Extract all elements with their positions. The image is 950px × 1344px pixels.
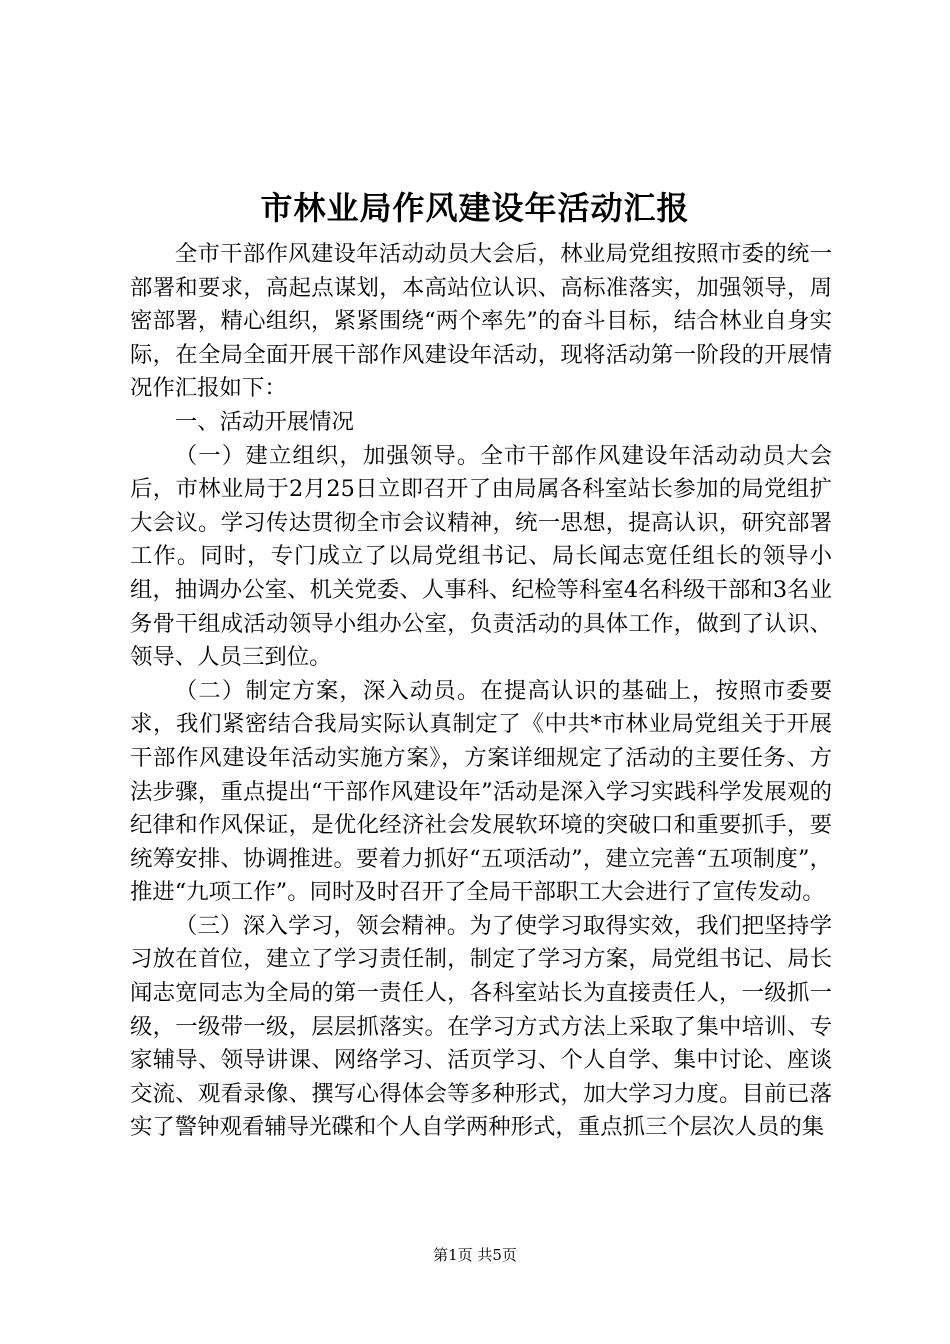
body-paragraph: （三）深入学习，领会精神。为了使学习取得实效，我们把坚持学习放在首位，建立了学习责任制，制定了学习方案，局党组书记、局长闻志宽同志为全局的第一责任人，各科室站长为直接责任人，一级抓一级，一级带一级，层层抓落实。在学习方式方法上采取了集中培训、专家辅导、领导讲课、网络学习、活页学习、个人自学、集中讨论、座谈交流、观看录像、撰写心得体会等多种形式，加大学习力度。目前已落实了警钟观看辅导光碟和个人自学两种形式，重点抓三个层次人员的集 — [130, 912, 832, 1141]
body-paragraph: （二）制定方案，深入动员。在提高认识的基础上，按照市委要求，我们紧密结合我局实际认真制定了《中共*市林业局党组关于开展干部作风建设年活动实施方案》，方案详细规定了活动的主要任务、方法步骤，重点提出“干部作风建设年”活动是深入学习实践科学发展观的纪律和作风保证，是优化经济社会发展软环境的突破口和重要抓手，要统筹安排、协调推进。要着力抓好“五项活动”，建立完善“五项制度”，推进“九项工作”。同时及时召开了全局干部职工大会进行了宣传发动。 — [130, 677, 832, 906]
document-title: 市林业局作风建设年活动汇报 — [260, 189, 690, 227]
body-paragraph: （一）建立组织，加强领导。全市干部作风建设年活动动员大会后，市林业局于2月25日立即召开了由局属各科室站长参加的局党组扩大会议。学习传达贯彻全市会议精神，统一思想，提高认识，研究部署工作。同时，专门成立了以局党组书记、局长闻志宽任组长的领导小组，抽调办公室、机关党委、人事科、纪检等科室4名科级干部和3名业务骨干组成活动领导小组办公室，负责活动的具体工作，做到了认识、领导、人员三到位。 — [130, 442, 832, 671]
intro-paragraph: 全市干部作风建设年活动动员大会后，林业局党组按照市委的统一部署和要求，高起点谋划，本高站位认识、高标准落实，加强领导，周密部署，精心组织，紧紧围绕“两个率先”的奋斗目标，结合林业自身实际，在全局全面开展干部作风建设年活动，现将活动第一阶段的开展情况作汇报如下： — [130, 241, 832, 402]
page-number-footer: 第1页 共5页 — [433, 1246, 517, 1264]
document-body — [130, 238, 832, 1145]
section-heading: 一、活动开展情况 — [174, 408, 354, 435]
